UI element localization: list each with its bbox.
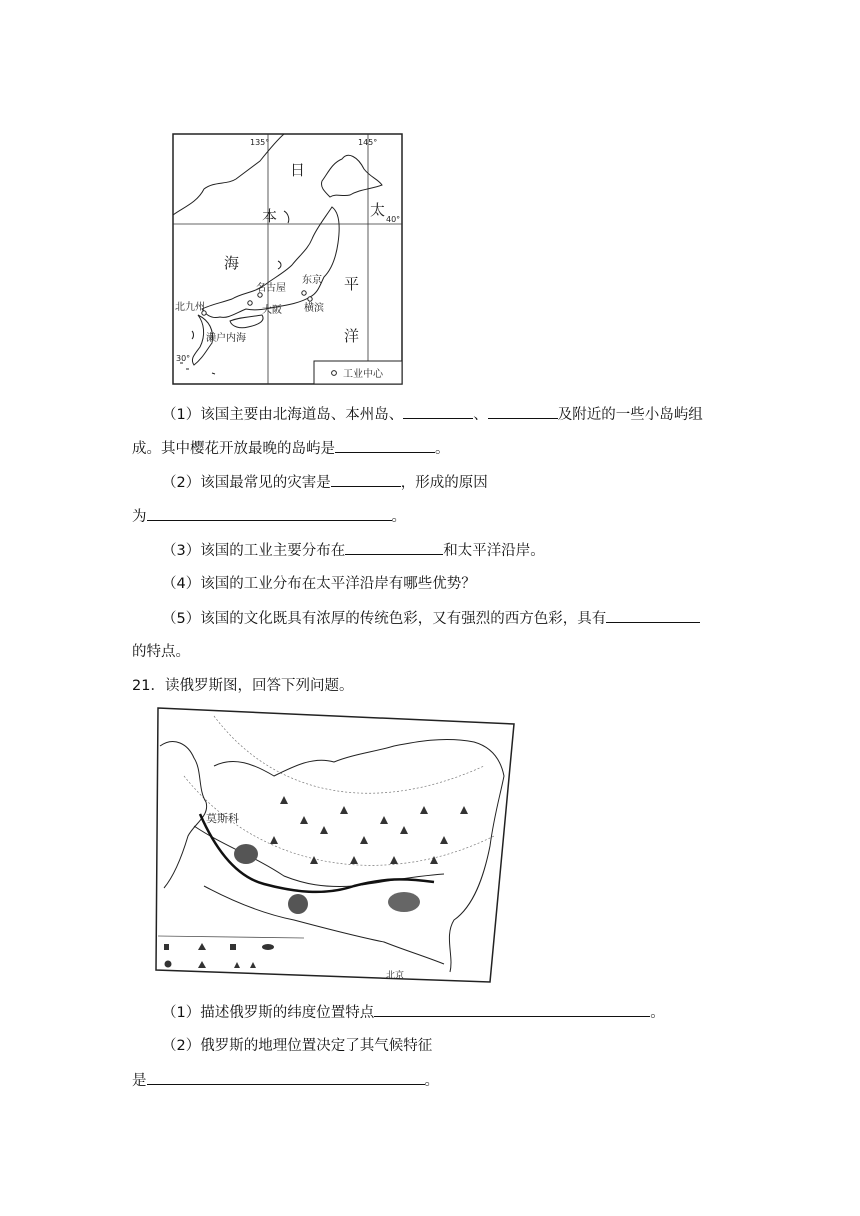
q21-part2-line2 <box>132 1070 439 1091</box>
q20-part2-line2 <box>132 506 406 527</box>
answer-blank[interactable] <box>331 472 401 487</box>
q20-p1-separator: 、 <box>473 407 488 423</box>
answer-blank[interactable] <box>335 438 435 453</box>
q20-part5-line2 <box>132 642 190 662</box>
japan-map <box>172 133 403 385</box>
q20-part4 <box>162 574 476 594</box>
q20-p3-text-b: 和太平洋沿岸。 <box>443 543 545 559</box>
city-label-yokohama: 横滨 <box>304 303 324 314</box>
ocean-label-3: 洋 <box>344 327 360 345</box>
q21-p2-end: 。 <box>424 1073 439 1089</box>
q20-p1-end: 。 <box>435 441 450 457</box>
answer-blank[interactable] <box>403 404 473 419</box>
q21-p2-text-b: 是 <box>132 1073 147 1089</box>
q20-p5-text-a: （5）该国的文化既具有浓厚的传统色彩，又有强烈的西方色彩，具有 <box>162 611 607 627</box>
city-label-nagoya: 名古屋 <box>256 283 286 294</box>
q20-p4-text: （4）该国的工业分布在太平洋沿岸有哪些优势？ <box>162 576 476 592</box>
q21-p1-text: （1）描述俄罗斯的纬度位置特点 <box>162 1005 375 1021</box>
q20-part5-line1 <box>162 608 700 629</box>
q20-part1-line2 <box>132 438 450 459</box>
ocean-label-1: 太 <box>370 201 386 219</box>
q21-part2-line1 <box>162 1036 432 1056</box>
q21-p2-text-a: （2）俄罗斯的地理位置决定了其气候特征 <box>162 1038 433 1054</box>
answer-blank[interactable] <box>488 404 558 419</box>
city-label-setouchi: 濑户内海 <box>206 333 246 344</box>
q20-part3 <box>162 540 545 561</box>
q21-title <box>132 676 353 696</box>
q21-title-text: 21．读俄罗斯图，回答下列问题。 <box>132 678 354 694</box>
q20-p1-text-a: （1）该国主要由北海道岛、本州岛、 <box>162 407 404 423</box>
city-label-tokyo: 东京 <box>302 275 322 286</box>
city-label-kitakyushu: 北九州 <box>175 302 205 313</box>
q20-p1-text-b: 及附近的一些小岛屿组 <box>557 407 703 423</box>
q20-p5-text-b: 的特点。 <box>132 644 190 660</box>
q20-p2-text-c: 为 <box>132 509 147 525</box>
q20-p2-text-b: ，形成的原因 <box>400 475 488 491</box>
answer-blank[interactable] <box>345 540 443 555</box>
legend-industrial-center: 工业中心 <box>343 369 383 380</box>
answer-blank[interactable] <box>147 1070 425 1085</box>
longitude-145-label: 145° <box>358 138 378 147</box>
latitude-30-label: 30° <box>176 354 191 363</box>
answer-blank[interactable] <box>374 1002 650 1017</box>
q21-part1 <box>162 1002 665 1023</box>
sea-label-2: 本 <box>262 207 278 225</box>
answer-blank[interactable] <box>147 506 392 521</box>
q20-p2-end: 。 <box>391 509 406 525</box>
q20-p1-text-c: 成。其中樱花开放最晚的岛屿是 <box>132 441 335 457</box>
longitude-135-label: 135° <box>250 138 270 147</box>
q20-p3-text-a: （3）该国的工业主要分布在 <box>162 543 346 559</box>
q20-p2-text-a: （2）该国最常见的灾害是 <box>162 475 331 491</box>
sea-label-1: 日 <box>290 161 306 179</box>
q21-p1-end: 。 <box>650 1005 665 1021</box>
city-label-beijing: 北京 <box>386 971 405 981</box>
sea-label-3: 海 <box>224 254 240 272</box>
city-label-moscow: 莫斯科 <box>206 812 239 825</box>
russia-map <box>154 706 516 986</box>
answer-blank[interactable] <box>606 608 700 623</box>
q20-part2-line1 <box>162 472 488 493</box>
q20-part1-line1 <box>162 404 703 425</box>
city-label-osaka: 大阪 <box>262 305 282 316</box>
latitude-40-label: 40° <box>386 215 401 224</box>
ocean-label-2: 平 <box>344 275 360 293</box>
